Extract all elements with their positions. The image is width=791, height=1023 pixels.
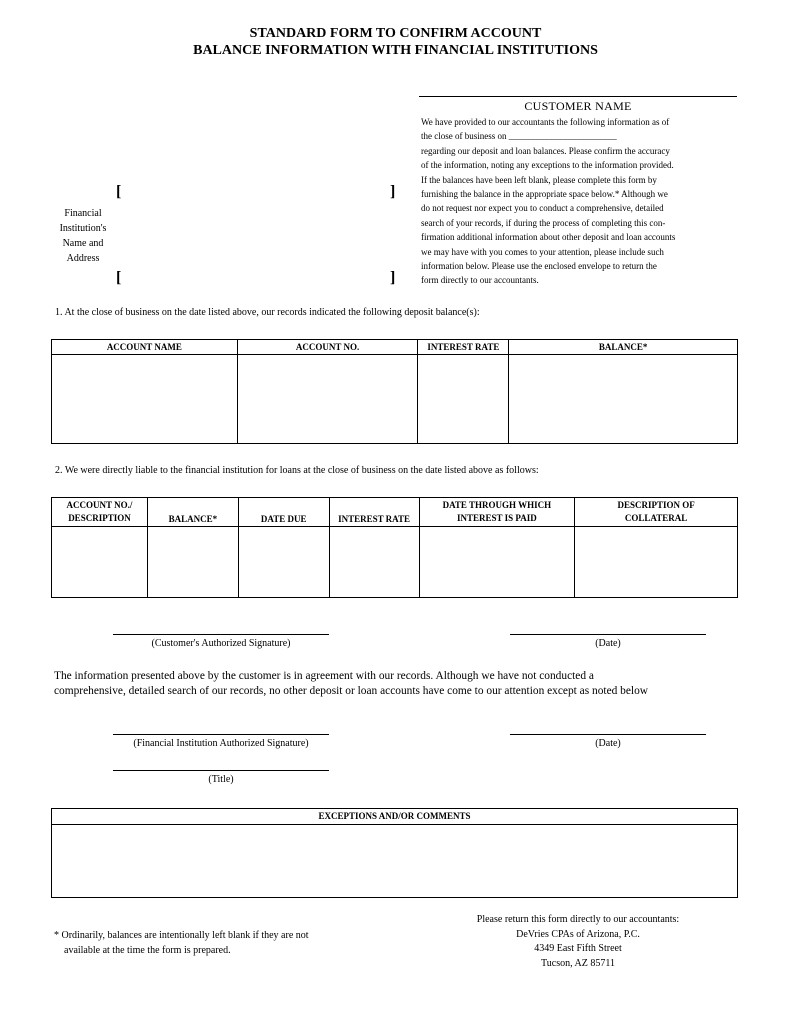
institution-label-line: Name and <box>62 238 104 249</box>
balance-cell[interactable] <box>147 527 238 598</box>
table-header-row <box>52 340 738 355</box>
instruction-line: the close of business on ________________________ <box>421 131 617 142</box>
exceptions-header: EXCEPTIONS AND/OR COMMENTS <box>52 809 738 825</box>
institution-label <box>50 206 116 266</box>
agreement-line2: comprehensive, detailed search of our records, no other deposit or loan accounts have come to our attention except as noted below <box>54 685 649 697</box>
column-header <box>147 498 238 527</box>
column-header: ACCOUNT NO. <box>237 340 418 355</box>
column-header: BALANCE* <box>509 340 738 355</box>
column-header <box>419 498 575 527</box>
institution-signature-line[interactable] <box>113 734 329 735</box>
form-title-line1: STANDARD FORM TO CONFIRM ACCOUNT <box>249 26 542 41</box>
form-title-line2: BALANCE INFORMATION WITH FINANCIAL INSTITUTIONS <box>193 43 598 58</box>
table-row <box>52 825 738 898</box>
return-city: Tucson, AZ 85711 <box>541 957 615 969</box>
deposits-intro: 1. At the close of business on the date listed above, our records indicated the following deposit balance(s): <box>55 307 480 318</box>
column-header-line: BALANCE* <box>168 514 218 524</box>
instruction-line: of the information, noting any exceptions to the information provided. <box>421 160 674 171</box>
column-header <box>575 498 738 527</box>
institution-address-field[interactable] <box>125 190 387 284</box>
column-header-line: COLLATERAL <box>624 513 688 523</box>
exceptions-comments-field[interactable] <box>52 825 738 898</box>
institution-signature-label: (Financial Institution Authorized Signature) <box>133 738 309 749</box>
column-header-line: DESCRIPTION <box>68 513 131 523</box>
instruction-line: regarding our deposit and loan balances. Please confirm the accuracy <box>421 145 670 156</box>
loans-intro: 2. We were directly liable to the financial institution for loans at the close of business on the date listed above as follows: <box>55 465 539 476</box>
interest-rate-cell[interactable] <box>329 527 419 598</box>
column-header <box>238 498 329 527</box>
column-header <box>329 498 419 527</box>
return-address <box>438 913 718 971</box>
address-bracket-bottom-left: [ <box>116 269 122 286</box>
customer-name-label: CUSTOMER NAME <box>524 99 632 113</box>
instruction-line: If the balances have been left blank, please complete this form by <box>421 174 657 185</box>
instruction-line: search of your records, if during the process of completing this con- <box>421 217 666 228</box>
balance-cell[interactable] <box>509 355 738 444</box>
column-header: ACCOUNT NAME <box>52 340 238 355</box>
loans-table <box>51 497 738 598</box>
institution-date-label: (Date) <box>595 738 621 749</box>
instruction-line: we may have with you comes to your attention, please include such <box>421 246 664 257</box>
address-bracket-top-left: [ <box>116 183 122 200</box>
footnote-line2: available at the time the form is prepared. <box>64 945 231 956</box>
column-header-line: DATE THROUGH WHICH <box>442 500 552 510</box>
table-header-row <box>52 498 738 527</box>
account-no-cell[interactable] <box>237 355 418 444</box>
column-header-line: INTEREST IS PAID <box>457 513 537 523</box>
customer-date-line[interactable] <box>510 634 706 635</box>
title-line[interactable] <box>113 770 329 771</box>
return-firm-name: DeVries CPAs of Arizona, P.C. <box>516 928 640 940</box>
instruction-line: do not request nor expect you to conduct a comprehensive, detailed <box>421 203 664 214</box>
instruction-line: We have provided to our accountants the following information as of <box>421 117 670 127</box>
instruction-line: furnishing the balance in the appropriate space below.* Although we <box>421 189 668 200</box>
account-description-cell[interactable] <box>52 527 148 598</box>
footnote-line1: * Ordinarily, balances are intentionally left blank if they are not <box>54 930 309 941</box>
institution-label-line: Address <box>66 253 100 264</box>
column-header: INTEREST RATE <box>418 340 509 355</box>
column-header-line: ACCOUNT NO./ <box>66 500 133 510</box>
column-header-line: INTEREST RATE <box>338 514 411 524</box>
date-due-cell[interactable] <box>238 527 329 598</box>
instruction-line: information below. Please use the enclosed envelope to return the <box>421 261 657 272</box>
instruction-line: form directly to our accountants. <box>421 275 539 286</box>
exceptions-table <box>51 808 738 898</box>
account-name-cell[interactable] <box>52 355 238 444</box>
title-label: (Title) <box>208 774 234 785</box>
customer-instructions <box>421 115 741 288</box>
customer-signature-line[interactable] <box>113 634 329 635</box>
instruction-line: firmation additional information about other deposit and loan accounts <box>421 232 676 243</box>
collateral-cell[interactable] <box>575 527 738 598</box>
deposits-table <box>51 339 738 444</box>
return-intro: Please return this form directly to our accountants: <box>476 914 680 925</box>
table-row <box>52 527 738 598</box>
return-street: 4349 East Fifth Street <box>534 943 622 954</box>
column-header-line: DESCRIPTION OF <box>617 500 695 510</box>
column-header <box>52 498 148 527</box>
institution-label-line: Institution's <box>59 223 107 234</box>
address-bracket-bottom-right: ] <box>390 269 396 286</box>
table-header-row <box>52 809 738 825</box>
customer-signature-label: (Customer's Authorized Signature) <box>151 638 291 649</box>
address-bracket-top-right: ] <box>390 183 396 200</box>
agreement-line1: The information presented above by the customer is in agreement with our records. Although we have not conducted a <box>54 670 594 682</box>
interest-paid-date-cell[interactable] <box>419 527 575 598</box>
column-header-line: DATE DUE <box>260 514 307 524</box>
customer-date-label: (Date) <box>595 638 621 649</box>
customer-name-line[interactable] <box>419 96 737 97</box>
institution-date-line[interactable] <box>510 734 706 735</box>
institution-label-line: Financial <box>64 208 102 219</box>
interest-rate-cell[interactable] <box>418 355 509 444</box>
table-row <box>52 355 738 444</box>
